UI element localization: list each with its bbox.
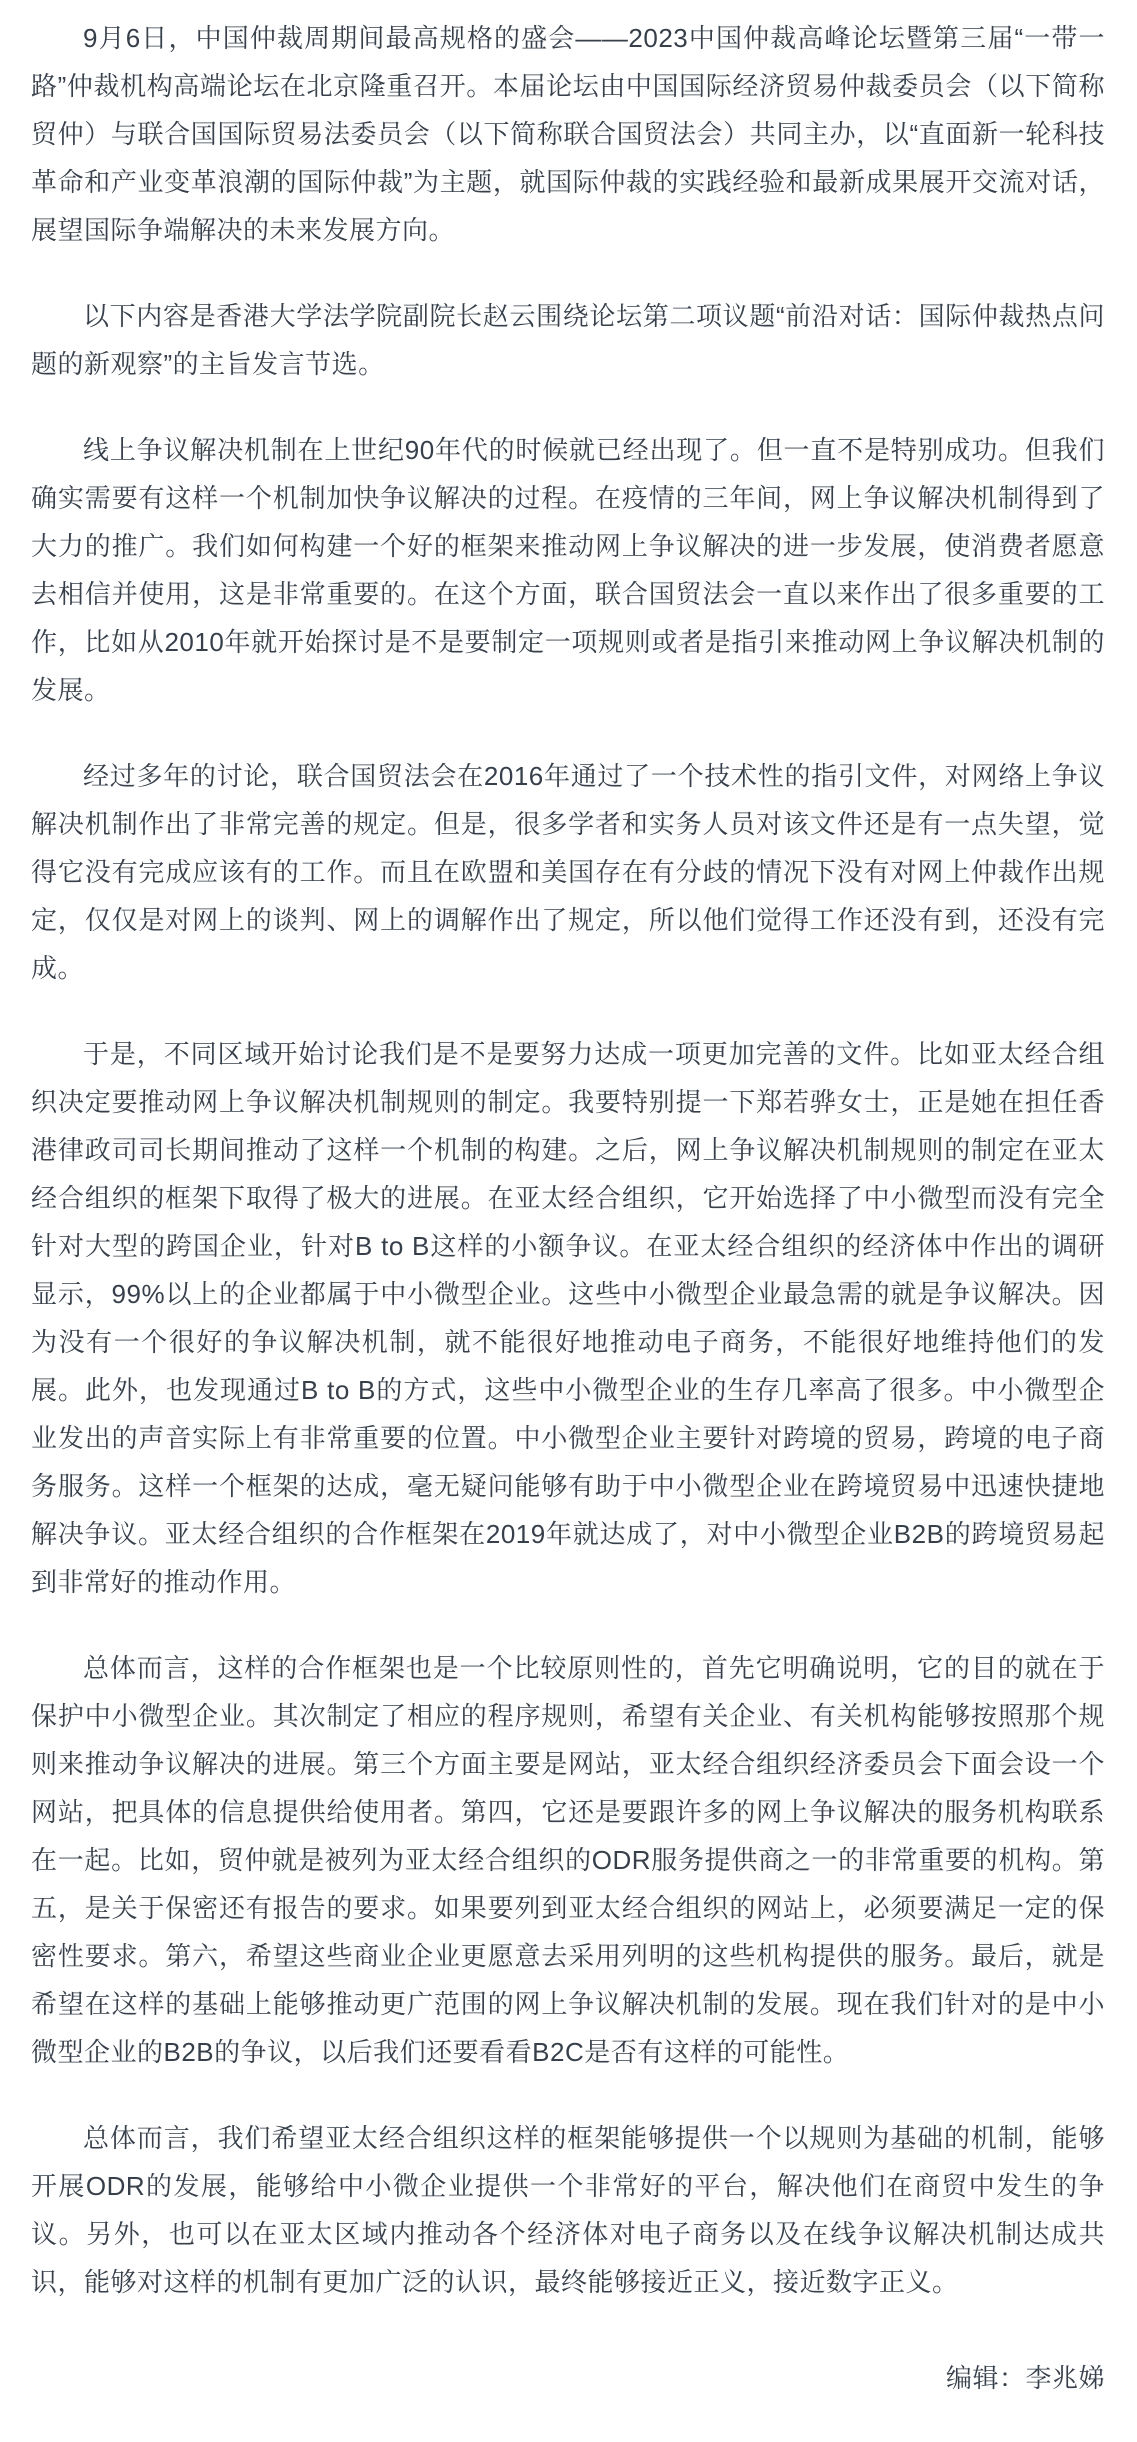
article-paragraph-odr-history: 线上争议解决机制在上世纪90年代的时候就已经出现了。但一直不是特别成功。但我们确实需要有这样一个机制加快争议解决的过程。在疫情的三年间，网上争议解决机制得到了大力的推广。我们如何构建一个好的框架来推动网上争议解决的进一步发展，使消费者愿意去相信并使用，这是非常重要的。在这个方面，联合国贸法会一直以来作出了很多重要的工作，比如从2010年就开始探讨是不是要制定一项规则或者是指引来推动网上争议解决机制的发展。: [31, 435, 1105, 705]
editor-credit: 编辑：李兆娣: [945, 2363, 1105, 2393]
article-paragraph-uncitral-2016: 经过多年的讨论，联合国贸法会在2016年通过了一个技术性的指引文件，对网络上争议解决机制作出了非常完善的规定。但是，很多学者和实务人员对该文件还是有一点失望，觉得它没有完成应该有的工作。而且在欧盟和美国存在有分歧的情况下没有对网上仲裁作出规定，仅仅是对网上的谈判、网上的调解作出了规定，所以他们觉得工作还没有到，还没有完成。: [31, 761, 1105, 983]
article-paragraph-speaker-note: 以下内容是香港大学法学院副院长赵云围绕论坛第二项议题“前沿对话：国际仲裁热点问题的新观察”的主旨发言节选。: [31, 301, 1105, 379]
article-paragraph-apec-framework: 于是，不同区域开始讨论我们是不是要努力达成一项更加完善的文件。比如亚太经合组织决定要推动网上争议解决机制规则的制定。我要特别提一下郑若骅女士，正是她在担任香港律政司司长期间推动了这样一个机制的构建。之后，网上争议解决机制规则的制定在亚太经合组织的框架下取得了极大的进展。在亚太经合组织，它开始选择了中小微型而没有完全针对大型的跨国企业，针对B to B这样的小额争议。在亚太经合组织的经济体中作出的调研显示，99%以上的企业都属于中小微型企业。这些中小微型企业最急需的就是争议解决。因为没有一个很好的争议解决机制，就不能很好地推动电子商务，不能很好地维持他们的发展。此外，也发现通过B to B的方式，这些中小微型企业的生存几率高了很多。中小微型企业发出的声音实际上有非常重要的位置。中小微型企业主要针对跨境的贸易，跨境的电子商务服务。这样一个框架的达成，毫无疑问能够有助于中小微型企业在跨境贸易中迅速快捷地解决争议。亚太经合组织的合作框架在2019年就达成了，对中小微型企业B2B的跨境贸易起到非常好的推动作用。: [31, 1039, 1105, 1597]
article-paragraph-intro: 9月6日，中国仲裁周期间最高规格的盛会——2023中国仲裁高峰论坛暨第三届“一带一路”仲裁机构高端论坛在北京隆重召开。本届论坛由中国国际经济贸易仲裁委员会（以下简称贸仲）与联合国国际贸易法委员会（以下简称联合国贸法会）共同主办，以“直面新一轮科技革命和产业变革浪潮的国际仲裁”为主题，就国际仲裁的实践经验和最新成果展开交流对话，展望国际争端解决的未来发展方向。: [31, 23, 1105, 245]
article-paragraph-conclusion: 总体而言，我们希望亚太经合组织这样的框架能够提供一个以规则为基础的机制，能够开展ODR的发展，能够给中小微企业提供一个非常好的平台，解决他们在商贸中发生的争议。另外，也可以在亚太区域内推动各个经济体对电子商务以及在线争议解决机制达成共识，能够对这样的机制有更加广泛的认识，最终能够接近正义，接近数字正义。: [31, 2123, 1105, 2297]
article-paragraph-framework-principles: 总体而言，这样的合作框架也是一个比较原则性的，首先它明确说明，它的目的就在于保护中小微型企业。其次制定了相应的程序规则，希望有关企业、有关机构能够按照那个规则来推动争议解决的进展。第三个方面主要是网站，亚太经合组织经济委员会下面会设一个网站，把具体的信息提供给使用者。第四，它还是要跟许多的网上争议解决的服务机构联系在一起。比如，贸仲就是被列为亚太经合组织的ODR服务提供商之一的非常重要的机构。第五，是关于保密还有报告的要求。如果要列到亚太经合组织的网站上，必须要满足一定的保密性要求。第六，希望这些商业企业更愿意去采用列明的这些机构提供的服务。最后，就是希望在这样的基础上能够推动更广范围的网上争议解决机制的发展。现在我们针对的是中小微型企业的B2B的争议，以后我们还要看看B2C是否有这样的可能性。: [31, 1653, 1105, 2067]
